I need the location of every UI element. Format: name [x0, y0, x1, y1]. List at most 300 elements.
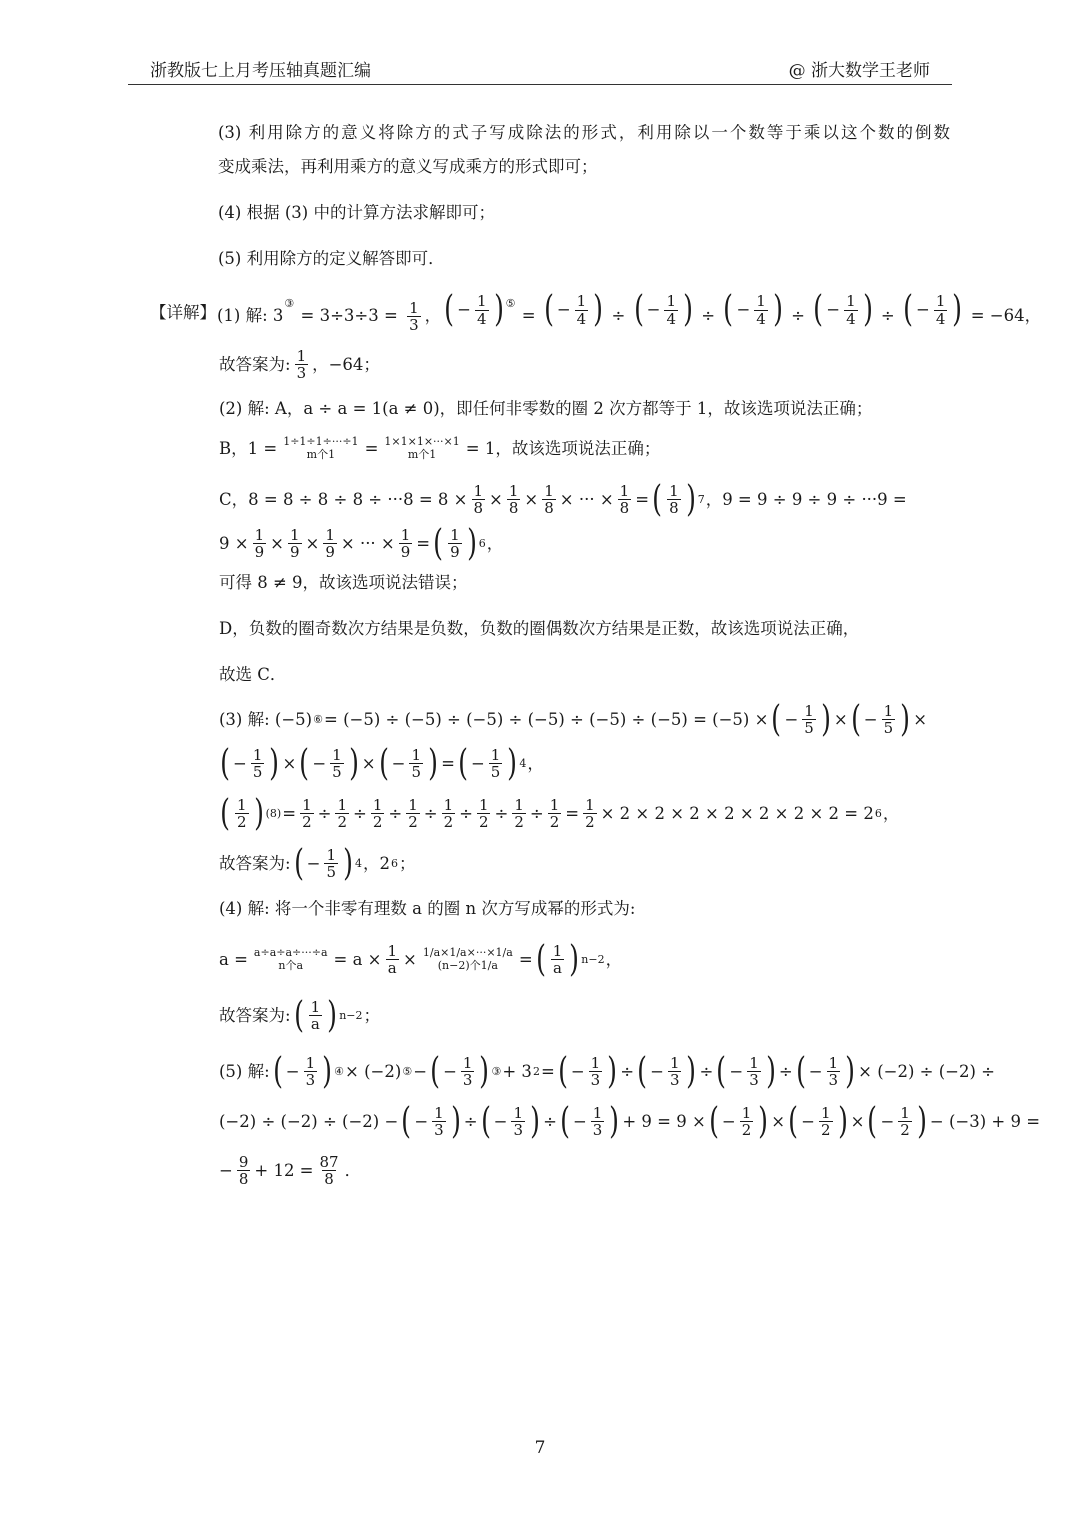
- left-paren: (: [378, 742, 389, 784]
- math-text: =: [635, 489, 650, 509]
- fraction: [740, 1105, 754, 1139]
- fraction: [409, 747, 423, 781]
- left-paren: (: [633, 289, 644, 330]
- math-text: −: [414, 1111, 429, 1131]
- math-text: −: [391, 753, 406, 773]
- stacked-expression: [382, 436, 461, 460]
- fraction-denominator: 9: [289, 543, 300, 561]
- math-11: ( − $\frac{1}{5}$ ) × ( − $\frac{1}{5}$ ) × ( − $\frac{1}{5}$ ) = ( − $\frac{1}{5}$ ) 4 ，: [150, 746, 950, 782]
- fraction: [589, 1055, 603, 1089]
- right-paren: ): [327, 994, 338, 1036]
- fraction: [330, 747, 344, 781]
- fraction-denominator: 3: [749, 1071, 759, 1089]
- fraction-numerator: 1: [387, 941, 398, 960]
- math-text: −: [556, 300, 571, 319]
- fraction: [399, 527, 413, 561]
- fraction-numerator: 1: [619, 481, 630, 500]
- left-paren: (: [543, 289, 554, 330]
- stacked-expression: [281, 436, 360, 460]
- math-7: [150, 570, 950, 596]
- page-content: [150, 120, 1042, 1188]
- left-paren: (: [637, 1050, 648, 1092]
- math-text: − (−3) + 9 =: [929, 1111, 1041, 1131]
- math-text: ，: [424, 306, 442, 325]
- fraction-denominator: 8: [619, 499, 630, 517]
- parenthesized-group: [901, 289, 964, 330]
- fraction: [432, 1105, 446, 1139]
- math-text: −: [443, 1061, 457, 1081]
- left-paren: (: [272, 1050, 283, 1092]
- fraction-numerator: 1: [326, 845, 336, 864]
- fraction-denominator: 5: [326, 863, 336, 881]
- fraction-denominator: 2: [302, 813, 312, 831]
- parenthesized-group: [811, 289, 874, 330]
- right-paren: ): [685, 478, 696, 520]
- fraction-numerator: 1: [590, 1053, 601, 1072]
- right-paren: ): [609, 1100, 620, 1142]
- fraction-denominator: 2: [741, 1121, 752, 1139]
- fraction: [309, 999, 323, 1033]
- fraction: [591, 1105, 605, 1139]
- fraction-numerator: 1: [411, 745, 422, 764]
- fraction-numerator: 1: [254, 525, 265, 544]
- math-text: (3) 解: (−5): [219, 709, 313, 729]
- math-6: 9 × $\frac{1}{9}$ × $\frac{1}{9}$ × $\frac{1}{9}$ × ··· × $\frac{1}{9}$ = ( $\frac{1}{9}$ ) 6 ，: [219, 522, 504, 564]
- left-paren: (: [559, 1100, 570, 1142]
- fraction-denominator: 2: [408, 813, 418, 831]
- fraction-numerator: 1: [749, 1053, 759, 1072]
- math-text: (1) 解: 3: [217, 306, 284, 325]
- math-3: [150, 396, 950, 422]
- math-text: ÷: [606, 306, 631, 325]
- math-16: 故答案为: ( $\frac{1}{a}$ ) n−2 ；: [219, 994, 381, 1036]
- left-paren: (: [293, 994, 304, 1036]
- stacked-expression: [252, 947, 330, 971]
- parenthesized-group: [707, 1100, 770, 1142]
- fraction-denominator: 9: [400, 543, 411, 561]
- fraction-numerator: 1: [935, 292, 946, 310]
- fraction-numerator: 1: [552, 941, 563, 960]
- math-text: =: [364, 438, 379, 458]
- parenthesized-group: [218, 742, 281, 784]
- fraction: [827, 1055, 841, 1089]
- parenthesized-group: [292, 994, 340, 1036]
- fraction-numerator: 9: [238, 1152, 249, 1171]
- left-paren: (: [708, 1100, 719, 1142]
- left-paren: (: [723, 289, 734, 330]
- math-text: ÷: [463, 1111, 478, 1131]
- fraction-numerator: 1: [473, 481, 484, 500]
- fraction-numerator: 1: [450, 525, 460, 544]
- math-text: 9 ×: [219, 533, 249, 553]
- fraction: [511, 1105, 525, 1139]
- math-text: + 3: [502, 1061, 532, 1081]
- math-text: −: [233, 753, 247, 773]
- fraction-numerator: 1: [669, 1053, 680, 1072]
- fraction-denominator: 3: [592, 1121, 603, 1139]
- parenthesized-group: [297, 742, 360, 784]
- parenthesized-group: [431, 522, 479, 564]
- parenthesized-group: [292, 842, 355, 884]
- math-text: ×: [361, 753, 376, 773]
- fraction-denominator: 9: [254, 543, 265, 561]
- parenthesized-group: [556, 1050, 619, 1092]
- right-paren: ): [952, 289, 963, 330]
- parenthesized-group: [650, 478, 698, 520]
- math-text: ÷: [875, 306, 900, 325]
- math-text: (5) 解:: [219, 1061, 270, 1081]
- fraction-denominator: m个1: [407, 447, 437, 461]
- math-text: = (−5) ÷ (−5) ÷ (−5) ÷ (−5) ÷ (−5) ÷ (−5) = (−5) ×: [324, 709, 769, 729]
- math-17: (5) 解: ( − $\frac{1}{3}$ ) ④ × (−2) ⑤ − ( − $\frac{1}{3}$ ) ③ + 3 2 = ( − $\frac{1}{3}$ ) ÷ ( − $\frac{1}{3}$ ) ÷ ( − $\frac{1}{3}$ ) ÷ ( − $\frac{1}{3}$ ) × (−2) ÷ (−2) ÷: [219, 1050, 995, 1092]
- fraction-denominator: m个1: [306, 447, 336, 461]
- math-5: C，8 = 8 ÷ 8 ÷ 8 ÷ ···8 = 8 × $\frac{1}{8}$ × $\frac{1}{8}$ × $\frac{1}{8}$ × ··· × $\frac{1}{8}$ = ( $\frac{1}{8}$ ) 7 ，9 = 9 ÷ 9 ÷ 9 ÷ ···9 =: [219, 478, 907, 520]
- math-text: D，负数的圈奇数次方结果是负数，负数的圈偶数次方结果是正数，故该选项说法正确，: [219, 618, 860, 638]
- math-text: ÷: [696, 306, 721, 325]
- fraction-numerator: 1: [289, 525, 300, 544]
- fraction-numerator: 1: [478, 795, 489, 814]
- math-text: ÷: [317, 803, 332, 823]
- right-paren: ): [322, 1050, 333, 1092]
- fraction-denominator: 8: [324, 1170, 334, 1188]
- fraction-numerator: 1: [477, 292, 487, 310]
- right-paren: ): [900, 698, 911, 740]
- fraction-numerator: 1: [544, 481, 554, 500]
- math-14: [150, 896, 950, 922]
- math-text: −: [784, 709, 799, 729]
- fraction-denominator: 2: [900, 1121, 910, 1139]
- math-13: 故答案为: ( − $\frac{1}{5}$ ) 4 ，2 6 ；: [219, 842, 416, 884]
- math-text: ÷: [352, 803, 367, 823]
- right-paren: ): [916, 1100, 927, 1142]
- fraction-numerator: 1: [237, 795, 247, 814]
- fraction: [295, 348, 309, 382]
- right-paren: ): [343, 842, 353, 884]
- parenthesized-group: [542, 289, 605, 330]
- fraction-denominator: a: [387, 959, 397, 977]
- math-text: −: [729, 1061, 744, 1081]
- fraction-denominator: 8: [669, 499, 679, 517]
- math-text: −: [808, 1061, 823, 1081]
- fraction-denominator: 8: [473, 499, 484, 517]
- fraction-denominator: 5: [804, 719, 814, 737]
- math-text: × ··· ×: [559, 489, 614, 509]
- parenthesized-group: [632, 289, 695, 330]
- math-text: =: [516, 306, 541, 325]
- math-12: ( $\frac{1}{2}$ ) (8) = $\frac{1}{2}$ ÷ $\frac{1}{2}$ ÷ $\frac{1}{2}$ ÷ $\frac{1}{2}$ ÷ $\frac{1}{2}$ ÷ $\frac{1}{2}$ ÷ $\frac{1}{2}$ ÷ $\frac{1}{2}$ = $\frac{1}{2}$ × 2 × 2 × 2 × 2 × 2 × 2 × 2 = 2 6 ，: [150, 796, 950, 832]
- math-text: ÷: [388, 803, 403, 823]
- fraction-numerator: 1: [462, 1053, 473, 1072]
- parenthesized-group: [794, 1050, 857, 1092]
- fraction: [371, 797, 385, 831]
- math-text: × (−2) ÷ (−2) ÷: [858, 1061, 995, 1081]
- parenthesized-group: [635, 1050, 698, 1092]
- math-text: B，1 =: [219, 438, 278, 458]
- fraction-numerator: 1: [508, 481, 519, 500]
- fraction: [448, 527, 462, 561]
- math-text: ÷: [620, 1061, 635, 1081]
- fraction: [618, 483, 632, 517]
- math-text: =: [518, 949, 533, 969]
- fraction-numerator: 1: [400, 525, 411, 544]
- right-paren: ): [845, 1050, 856, 1092]
- math-text: ÷: [459, 803, 473, 823]
- header-rule: [128, 84, 952, 85]
- math-2: [150, 348, 950, 382]
- fraction-denominator: 2: [372, 813, 383, 831]
- fraction-numerator: 1: [804, 701, 814, 720]
- math-text: ×: [282, 753, 297, 773]
- math-text: −: [493, 1111, 508, 1131]
- right-paren: ): [607, 1050, 618, 1092]
- fraction: [475, 293, 489, 327]
- fraction-denominator: 2: [337, 813, 347, 831]
- fraction-numerator: 1: [900, 1103, 910, 1122]
- fraction-numerator: 1: [576, 292, 587, 310]
- fraction-denominator: 3: [828, 1071, 839, 1089]
- parenthesized-group: [849, 698, 912, 740]
- fraction-denominator: 3: [305, 1071, 316, 1089]
- fraction-numerator: 1/a×1/a×···×1/a: [422, 946, 513, 960]
- parenthesized-group: [218, 792, 266, 834]
- fraction-denominator: n个a: [278, 958, 304, 972]
- right-paren: ): [348, 742, 359, 784]
- math-text: ÷: [778, 1061, 793, 1081]
- fraction-denominator: 3: [590, 1071, 601, 1089]
- fraction: [324, 847, 338, 881]
- fraction: [477, 797, 491, 831]
- math-text: −: [650, 1061, 664, 1081]
- exponent: ⑤: [505, 297, 516, 310]
- fraction-denominator: 2: [585, 813, 595, 831]
- fraction-denominator: a: [310, 1015, 320, 1033]
- math-text: ÷: [529, 803, 544, 823]
- fraction-numerator: 1: [409, 298, 419, 317]
- math-text: ，: [527, 753, 544, 773]
- left-paren: (: [771, 698, 782, 740]
- fraction-numerator: 87: [319, 1152, 339, 1171]
- math-text: × ··· ×: [340, 533, 395, 553]
- fraction-numerator: 1: [408, 795, 418, 814]
- math-text: −: [646, 300, 661, 319]
- parenthesized-group: [399, 1100, 462, 1142]
- fraction-denominator: 3: [462, 1071, 473, 1089]
- analysis-5: (5) 利用除方的定义解答即可．: [218, 249, 445, 268]
- left-paren: (: [557, 1050, 568, 1092]
- fraction: [507, 483, 521, 517]
- right-paren: ): [593, 289, 604, 330]
- page-number: 7: [534, 1438, 546, 1458]
- fraction-denominator: 5: [883, 719, 894, 737]
- fraction-denominator: 3: [434, 1121, 444, 1139]
- math-text: = 3÷3÷3 =: [295, 306, 404, 325]
- fraction: [668, 1055, 682, 1089]
- fraction-denominator: a: [552, 959, 562, 977]
- left-paren: (: [850, 698, 861, 740]
- fraction-numerator: 1: [372, 795, 383, 814]
- fraction-numerator: 1: [741, 1103, 752, 1122]
- fraction: [575, 293, 589, 327]
- parenthesized-group: [456, 742, 519, 784]
- math-1: [216, 289, 1042, 334]
- math-text: −: [721, 1111, 736, 1131]
- math-text: −: [880, 1111, 895, 1131]
- math-text: ，: [605, 949, 623, 969]
- left-paren: (: [795, 1050, 806, 1092]
- fraction: [288, 527, 302, 561]
- analysis-4: (4) 根据 (3) 中的计算方法求解即可；: [218, 203, 495, 222]
- left-paren: (: [903, 289, 913, 330]
- math-text: ×: [524, 489, 539, 509]
- fraction: [386, 943, 400, 977]
- fraction-denominator: 3: [296, 364, 307, 382]
- fraction-denominator: 3: [513, 1121, 524, 1139]
- math-4: [150, 436, 950, 462]
- math-text: (−2) ÷ (−2) ÷ (−2) −: [219, 1111, 399, 1131]
- parenthesized-group: [428, 1050, 491, 1092]
- fraction-numerator: 1: [666, 292, 677, 310]
- math-text: =: [540, 1061, 555, 1081]
- math-text: ÷: [785, 306, 811, 325]
- fraction: [667, 483, 681, 517]
- math-text: −: [863, 709, 878, 729]
- fraction-denominator: 5: [411, 763, 422, 781]
- math-text: −: [916, 300, 930, 319]
- right-paren: ): [530, 1100, 540, 1142]
- right-paren: ): [428, 742, 438, 784]
- fraction: [754, 293, 768, 327]
- right-paren: ): [269, 742, 280, 784]
- parenthesized-group: [479, 1100, 542, 1142]
- fraction-numerator: 1: [325, 525, 335, 544]
- math-text: 故答案为:: [219, 1005, 291, 1025]
- right-paren: ): [683, 289, 693, 330]
- math-text: 可得 8 ≠ 9，故该选项说法错误；: [219, 572, 468, 592]
- math-8: [150, 616, 950, 642]
- header-author: @ 浙大数学王老师: [788, 61, 930, 81]
- fraction-numerator: 1: [332, 745, 342, 764]
- math-text: ÷: [423, 803, 438, 823]
- fraction-denominator: 9: [325, 543, 335, 561]
- fraction-numerator: 1: [337, 795, 347, 814]
- analysis-3a: (3) 利用除方的意义将除方的式子写成除法的形式，利用除以一个数等于乘以这个数的倒数: [218, 123, 950, 142]
- math-text: ×: [305, 533, 320, 553]
- math-text: × (−2): [345, 1061, 402, 1081]
- math-text: −: [306, 853, 321, 873]
- fraction: [237, 1154, 251, 1188]
- right-paren: ): [765, 1050, 776, 1092]
- stacked-expression: [421, 947, 515, 971]
- right-paren: ): [569, 938, 580, 980]
- parenthesized-group: [558, 1100, 621, 1142]
- fraction: [819, 1105, 833, 1139]
- parenthesized-group: [714, 1050, 777, 1092]
- fraction: [583, 797, 597, 831]
- right-paren: ): [758, 1100, 769, 1142]
- fraction-numerator: 1: [592, 1103, 603, 1122]
- fraction-denominator: 2: [549, 813, 560, 831]
- fraction-numerator: a÷a÷a÷···÷a: [253, 946, 328, 960]
- right-paren: ): [493, 289, 504, 330]
- fraction-numerator: 1: [514, 795, 524, 814]
- detail-label: 【详解】: [150, 302, 216, 322]
- fraction-denominator: 4: [846, 309, 856, 328]
- right-paren: ): [507, 742, 518, 784]
- fraction: [844, 293, 858, 327]
- math-text: 故选 C．: [219, 664, 287, 684]
- fraction-denominator: 4: [935, 309, 946, 328]
- left-paren: (: [299, 742, 310, 784]
- fraction-numerator: 1: [585, 795, 595, 814]
- math-text: ；: [363, 1005, 381, 1025]
- left-paren: (: [401, 1100, 412, 1142]
- left-paren: (: [867, 1100, 878, 1142]
- fraction: [323, 527, 337, 561]
- math-text: = −64，: [965, 306, 1042, 325]
- right-paren: ): [820, 698, 831, 740]
- parenthesized-group: [721, 289, 784, 330]
- fraction-numerator: 1: [296, 346, 307, 365]
- math-text: −: [736, 300, 751, 319]
- math-text: ÷: [699, 1061, 714, 1081]
- math-text: = a ×: [333, 949, 382, 969]
- math-text: = 1，故该选项说法正确；: [465, 438, 661, 458]
- fraction: [300, 797, 314, 831]
- fraction: [747, 1055, 761, 1089]
- math-text: ×: [850, 1111, 865, 1131]
- left-paren: (: [813, 289, 824, 330]
- right-paren: ): [253, 792, 264, 834]
- fraction: [512, 797, 526, 831]
- fraction-numerator: 1: [443, 795, 454, 814]
- fraction: [253, 527, 267, 561]
- right-paren: ): [686, 1050, 697, 1092]
- fraction-denominator: 8: [238, 1170, 249, 1188]
- math-text: −: [572, 1111, 587, 1131]
- math-text: × 2 × 2 × 2 × 2 × 2 × 2 × 2 = 2: [600, 803, 874, 823]
- left-paren: (: [220, 792, 230, 834]
- math-text: −: [312, 753, 327, 773]
- left-paren: (: [430, 1050, 440, 1092]
- math-text: C，8 = 8 ÷ 8 ÷ 8 ÷ ···8 = 8 ×: [219, 489, 468, 509]
- right-paren: ): [466, 522, 477, 564]
- math-text: ，−64；: [312, 354, 380, 374]
- fraction-denominator: 2: [514, 813, 524, 831]
- math-15: a = a÷a÷a÷···÷a n个a = a × $\frac{1}{a}$ × 1/a×1/a×···×1/a (n−2)个1/a = ( $\frac{1}{a}$ ) n−2 ，: [219, 938, 623, 980]
- fraction: [472, 483, 486, 517]
- fraction-denominator: 2: [443, 813, 454, 831]
- math-text: 故答案为:: [219, 853, 291, 873]
- math-18: [150, 1100, 1041, 1142]
- math-text: (2) 解: A，a ÷ a = 1(a ≠ 0)，即任何非零数的圈 2 次方都等于 1，故该选项说法正确；: [219, 398, 873, 418]
- math-text: ×: [270, 533, 284, 553]
- fraction-numerator: 1: [846, 292, 856, 310]
- fraction-denominator: (n−2)个1/a: [437, 958, 498, 972]
- parenthesized-group: [865, 1100, 928, 1142]
- left-paren: (: [480, 1100, 491, 1142]
- fraction: [335, 797, 349, 831]
- fraction-denominator: 5: [252, 763, 263, 781]
- fraction: [802, 703, 816, 737]
- left-paren: (: [788, 1100, 799, 1142]
- fraction: [251, 747, 265, 781]
- fraction-numerator: 1: [669, 481, 679, 500]
- fraction-denominator: 5: [332, 763, 342, 781]
- fraction: [551, 943, 565, 977]
- fraction: [304, 1055, 318, 1089]
- math-text: ．: [344, 1160, 362, 1180]
- fraction-numerator: 1: [310, 997, 321, 1016]
